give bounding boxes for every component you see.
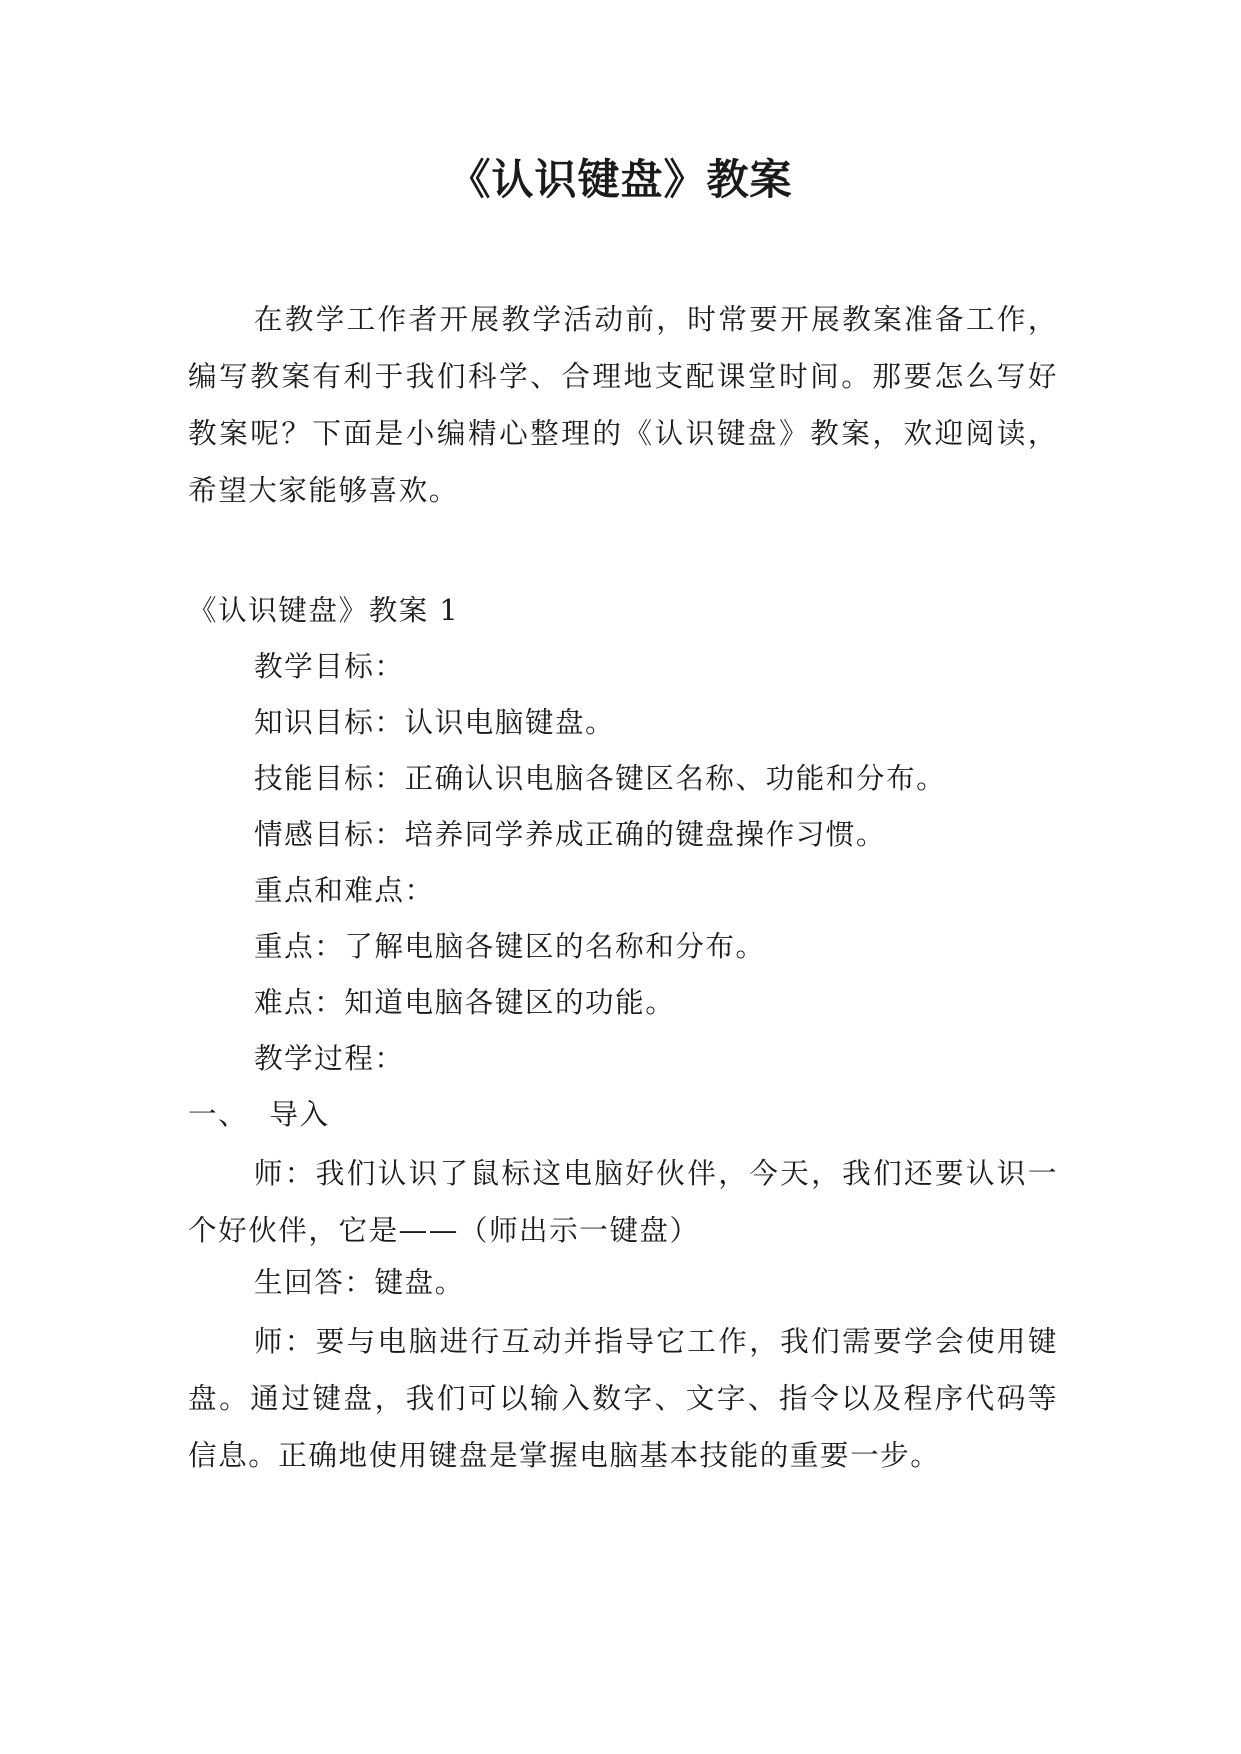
step-one-heading: 一、 导入 xyxy=(188,1097,330,1131)
skill-goal: 技能目标：正确认识电脑各键区名称、功能和分布。 xyxy=(254,761,947,795)
process-heading: 教学过程： xyxy=(254,1041,405,1075)
goals-heading: 教学目标： xyxy=(254,649,405,683)
key-point: 重点：了解电脑各键区的名称和分布。 xyxy=(254,929,766,963)
difficult-point: 难点：知道电脑各键区的功能。 xyxy=(254,985,676,1019)
knowledge-goal: 知识目标：认识电脑键盘。 xyxy=(254,705,616,739)
key-difficult-heading: 重点和难点： xyxy=(254,873,435,907)
teacher-paragraph-2: 师：要与电脑进行互动并指导它工作，我们需要学会使用键盘。通过键盘，我们可以输入数字、文字、指令以及程序代码等信息。正确地使用键盘是掌握电脑基本技能的重要一步。 xyxy=(188,1324,1058,1472)
intro-paragraph: 在教学工作者开展教学活动前，时常要开展教案准备工作，编写教案有利于我们科学、合理地支配课堂时间。那要怎么写好教案呢？下面是小编精心整理的《认识键盘》教案，欢迎阅读，希望大家能够喜欢。 xyxy=(188,302,1058,507)
student-answer: 生回答：键盘。 xyxy=(254,1265,465,1299)
section-heading: 《认识键盘》教案 1 xyxy=(188,593,460,627)
document-title: 《认识键盘》教案 xyxy=(448,155,793,204)
emotion-goal: 情感目标：培养同学养成正确的键盘操作习惯。 xyxy=(254,817,886,851)
teacher-paragraph-1: 师：我们认识了鼠标这电脑好伙伴，今天，我们还要认识一个好伙伴，它是——（师出示一键盘） xyxy=(188,1156,1058,1247)
